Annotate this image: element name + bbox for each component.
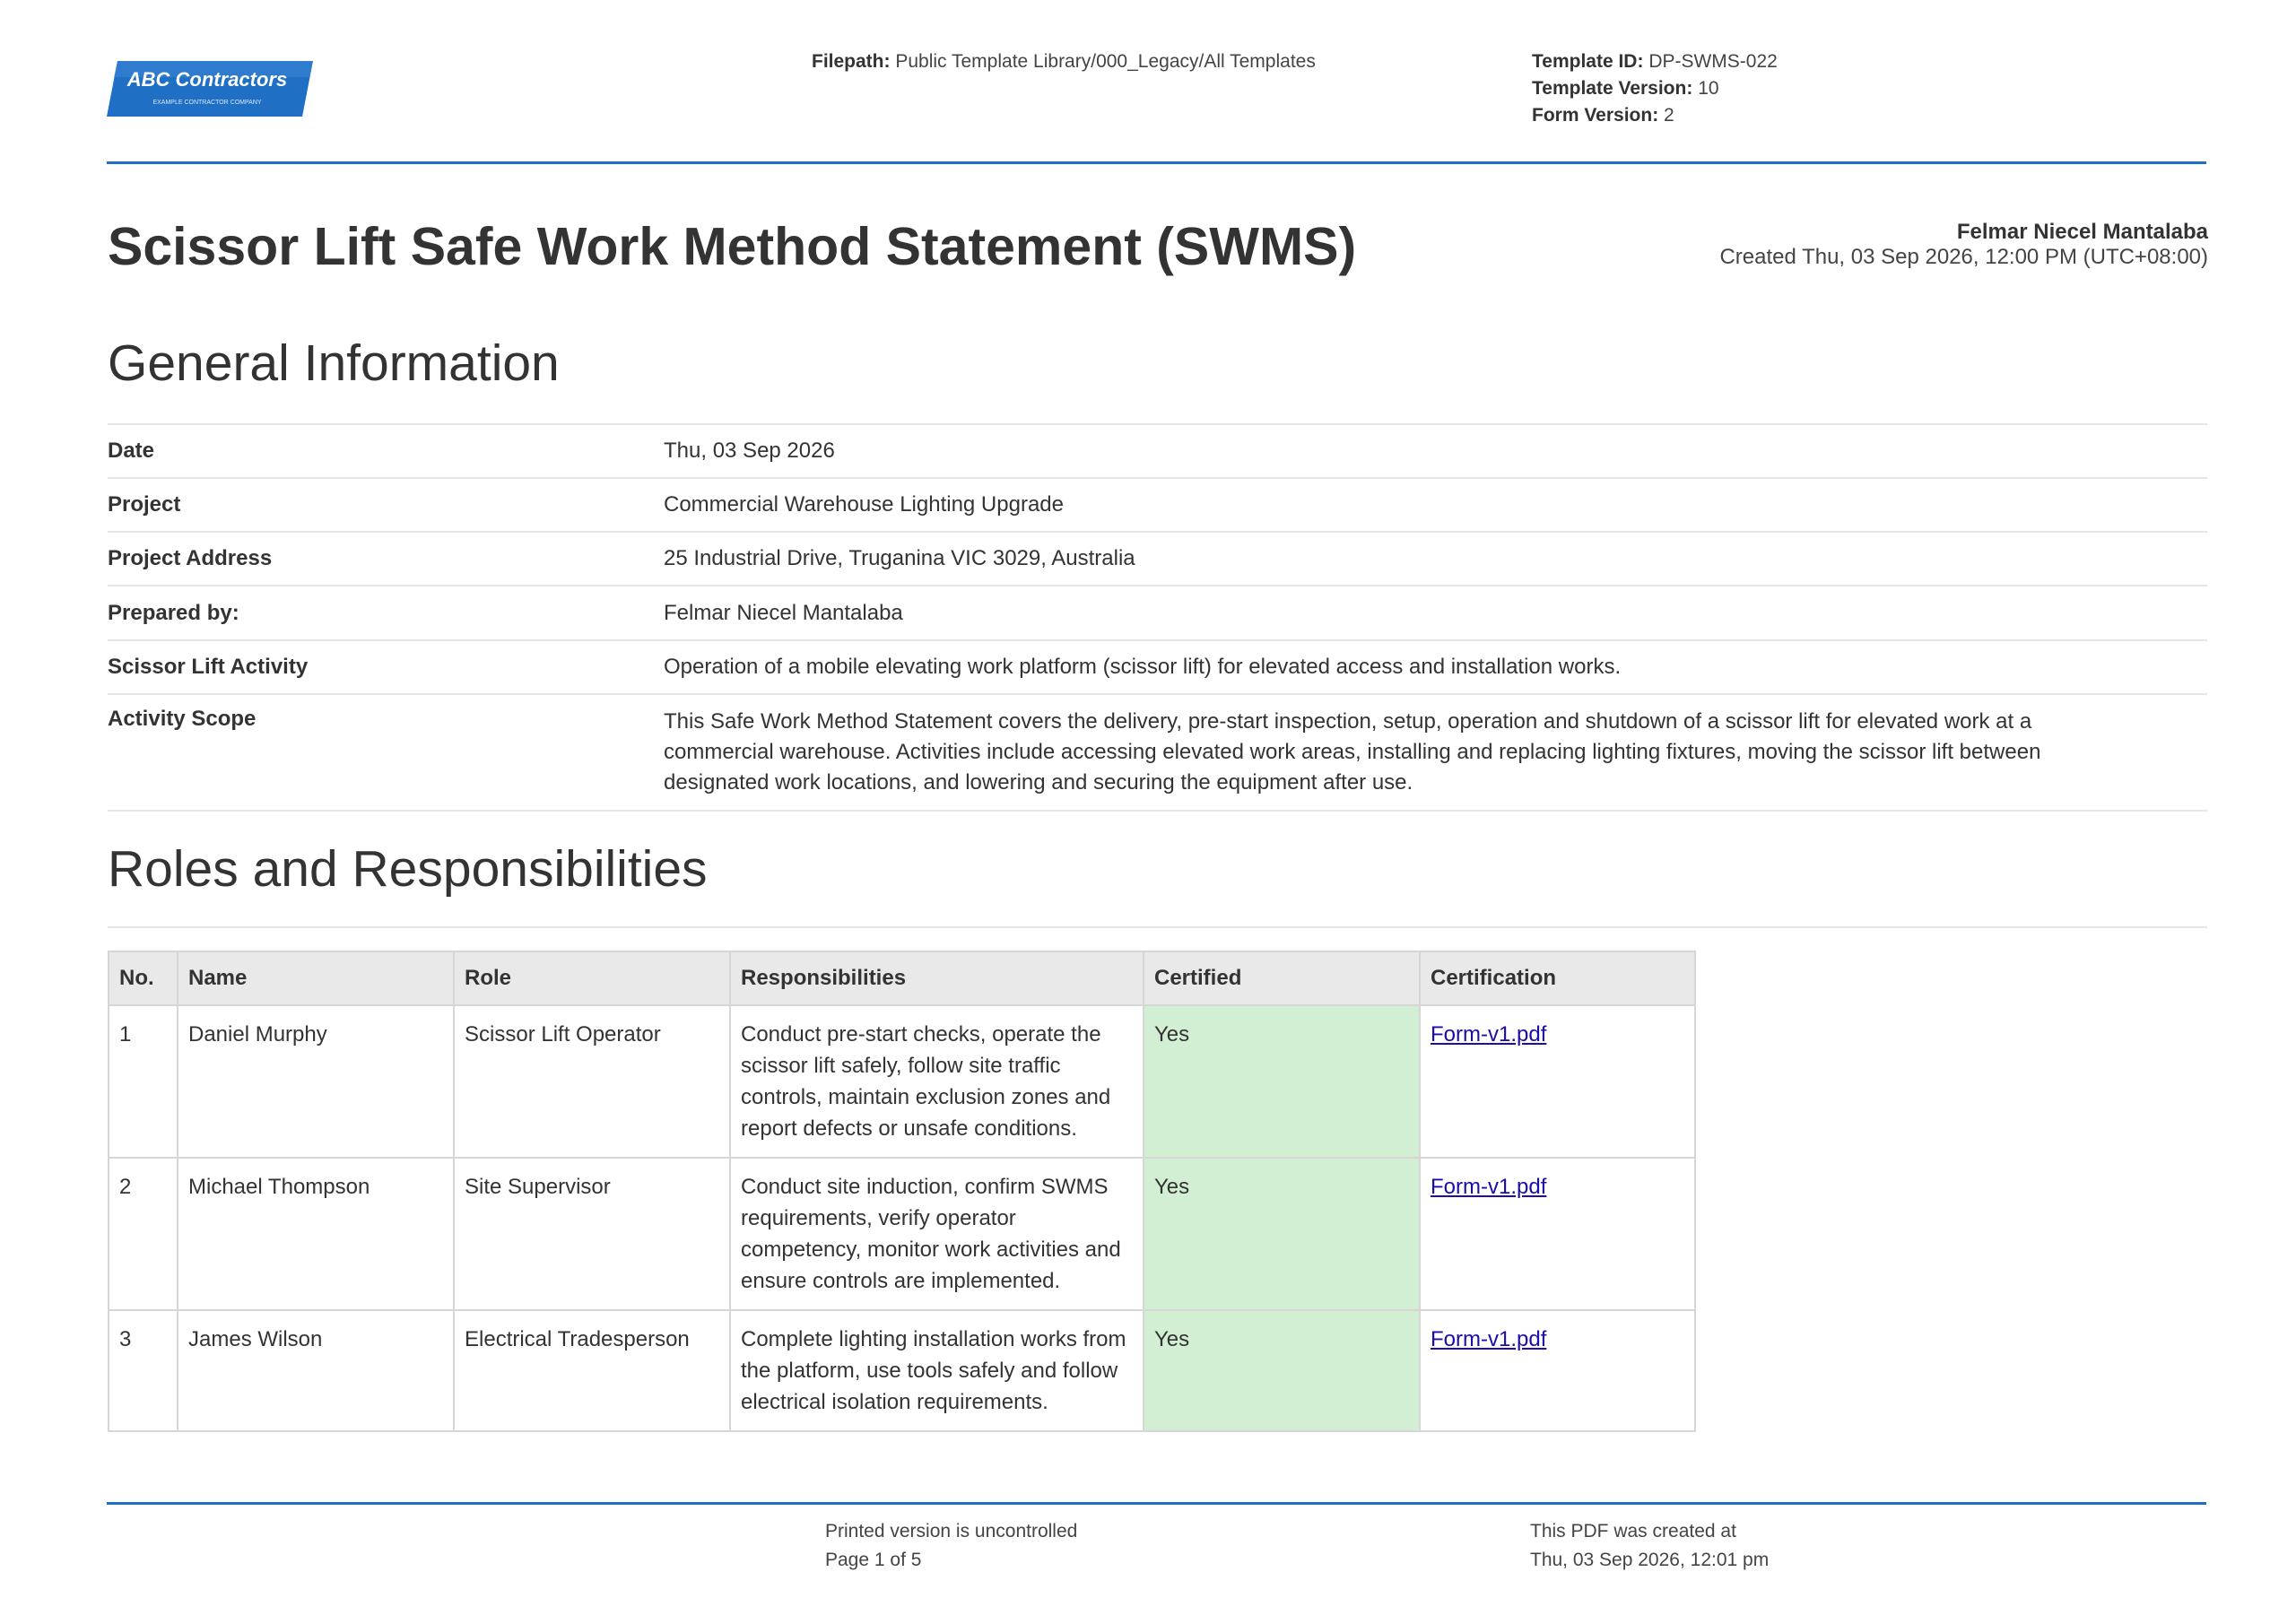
- info-label: Activity Scope: [108, 707, 257, 731]
- created-date: Created Thu, 03 Sep 2026, 12:00 PM (UTC+08:00): [1719, 245, 2208, 269]
- info-row-scope: [108, 695, 2207, 812]
- info-value: 25 Industrial Drive, Truganina VIC 3029, Australia: [664, 546, 1135, 570]
- roles-table: [108, 951, 1696, 1432]
- column-header: Certified: [1144, 951, 1420, 1005]
- company-logo: [107, 59, 313, 118]
- template-version: [1532, 75, 1778, 102]
- certification-file-link[interactable]: Form-v1.pdf: [1431, 1022, 1547, 1046]
- column-header: Responsibilities: [730, 951, 1144, 1005]
- cell-responsibilities: Complete lighting installation works from the platform, use tools safely and follow electrical isolation requirements.: [730, 1310, 1144, 1431]
- author-name: Felmar Niecel Mantalaba: [1956, 220, 2208, 244]
- document-title: Scissor Lift Safe Work Method Statement (SWMS): [108, 217, 1357, 276]
- certification-file-link[interactable]: Form-v1.pdf: [1431, 1175, 1547, 1199]
- column-header: No.: [109, 951, 178, 1005]
- roles-heading: Roles and Responsibilities: [108, 840, 708, 898]
- general-info-table: [108, 423, 2207, 812]
- info-value: Operation of a mobile elevating work platform (scissor lift) for elevated access and installation works.: [664, 655, 1622, 679]
- cell-role: Electrical Tradesperson: [454, 1310, 730, 1431]
- cell-no: 3: [109, 1310, 178, 1431]
- template-version-label: Template Version:: [1532, 78, 1693, 99]
- cell-certification: [1420, 1310, 1695, 1431]
- cell-certification: [1420, 1158, 1695, 1310]
- info-row-project: [108, 479, 2207, 533]
- cell-certified: Yes: [1144, 1310, 1420, 1431]
- info-value: This Safe Work Method Statement covers the delivery, pre-start inspection, setup, operation and shutdown of a scissor lift for elevated work at a commercial warehouse. Activities include accessing elevated work areas, installing and replacing lighting fixtures, moving the scissor lift between designated work locations, and lowering and securing the equipment after use.: [664, 709, 2041, 795]
- cell-name: James Wilson: [178, 1310, 454, 1431]
- info-row-activity: [108, 641, 2207, 695]
- filepath-label: Filepath:: [812, 51, 891, 72]
- cell-responsibilities: Conduct site induction, confirm SWMS requirements, verify operator competency, monitor work activities and ensure controls are implemented.: [730, 1158, 1144, 1310]
- certification-file-link[interactable]: Form-v1.pdf: [1431, 1327, 1547, 1351]
- pdf-created-value: Thu, 03 Sep 2026, 12:01 pm: [1530, 1550, 1770, 1570]
- cell-no: 1: [109, 1005, 178, 1158]
- cell-responsibilities: Conduct pre-start checks, operate the scissor lift safely, follow site traffic controls, maintain exclusion zones and report defects or unsafe conditions.: [730, 1005, 1144, 1158]
- info-value: Felmar Niecel Mantalaba: [664, 600, 903, 625]
- template-id: [1532, 48, 1778, 75]
- uncontrolled-notice: Printed version is uncontrolled: [825, 1521, 1078, 1541]
- info-value: Commercial Warehouse Lighting Upgrade: [664, 492, 1064, 517]
- footer-divider: [107, 1502, 2206, 1505]
- footer-right: [1530, 1517, 1769, 1575]
- template-version-value: 10: [1698, 78, 1719, 99]
- logo-tagline: EXAMPLE CONTRACTOR COMPANY: [152, 100, 262, 106]
- info-label: Project: [108, 492, 181, 517]
- info-label: Scissor Lift Activity: [108, 655, 309, 679]
- cell-no: 2: [109, 1158, 178, 1310]
- table-row: [109, 1005, 1695, 1158]
- cell-name: Michael Thompson: [178, 1158, 454, 1310]
- filepath: [812, 48, 1316, 75]
- cell-name: Daniel Murphy: [178, 1005, 454, 1158]
- filepath-value: Public Template Library/000_Legacy/All Templates: [895, 51, 1316, 72]
- roles-header-row: [109, 951, 1695, 1005]
- table-row: [109, 1158, 1695, 1310]
- info-row-address: [108, 533, 2207, 586]
- template-id-value: DP-SWMS-022: [1648, 51, 1778, 72]
- header-divider: [107, 161, 2206, 164]
- column-header: Name: [178, 951, 454, 1005]
- author-block: [1719, 220, 2208, 270]
- template-meta: [1532, 48, 1778, 129]
- form-version-value: 2: [1664, 105, 1674, 126]
- roles-divider: [108, 926, 2207, 928]
- info-row-date: [108, 425, 2207, 479]
- cell-role: Site Supervisor: [454, 1158, 730, 1310]
- info-label: Date: [108, 439, 155, 463]
- cell-certified: Yes: [1144, 1158, 1420, 1310]
- form-version: [1532, 102, 1778, 129]
- info-value: Thu, 03 Sep 2026: [664, 439, 835, 463]
- page-number: Page 1 of 5: [825, 1550, 922, 1570]
- column-header: Role: [454, 951, 730, 1005]
- general-info-heading: General Information: [108, 334, 560, 392]
- footer-center: [825, 1517, 1077, 1575]
- form-version-label: Form Version:: [1532, 105, 1659, 126]
- pdf-created-label: This PDF was created at: [1530, 1521, 1736, 1541]
- info-row-prepared-by: [108, 586, 2207, 641]
- table-row: [109, 1310, 1695, 1431]
- template-id-label: Template ID:: [1532, 51, 1644, 72]
- info-label: Project Address: [108, 546, 273, 570]
- cell-certification: [1420, 1005, 1695, 1158]
- column-header: Certification: [1420, 951, 1695, 1005]
- cell-role: Scissor Lift Operator: [454, 1005, 730, 1158]
- cell-certified: Yes: [1144, 1005, 1420, 1158]
- info-label: Prepared by:: [108, 600, 239, 625]
- logo-name: ABC Contractors: [126, 68, 288, 91]
